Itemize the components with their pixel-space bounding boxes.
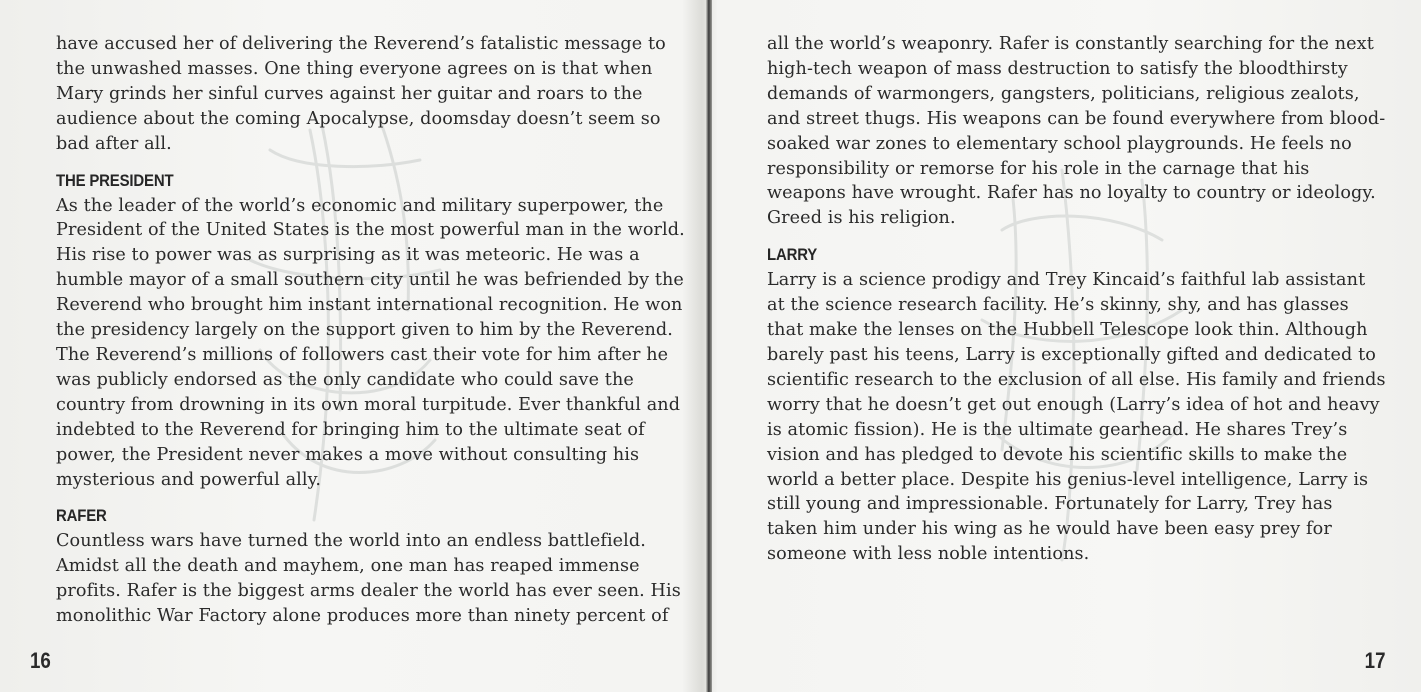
right-intro-paragraph: all the world’s weaponry. Rafer is constantly searching for the next high-tech weapon of mass destruction to satisfy the bloodthirsty demands of warmongers, gangsters, politicians, religious zealots, and street thugs. His weapons can be found everywhere from blood-soaked war zones to elementary school playgrounds. He feels no responsibility or remorse for his role in the carnage that his weapons have wrought. Rafer has no loyalty to country or ideology. Greed is his religion. (767, 34, 1386, 229)
page-number-left: 16 (30, 648, 51, 673)
section-text-larry: Larry is a science prodigy and Trey Kincaid’s faithful lab assistant at the science research facility. He’s skinny, shy, and has glasses that make the lenses on the Hubbell Telescope look thin. Although barely past his teens, Larry is exceptionally gifted and dedicated to scientific research to the exclusion of all else. His family and friends worry that he doesn’t get out enough (Larry’s idea of hot and heavy is atomic fission). He is the ultimate gearhead. He shares Trey’s vision and has pledged to devote his scientific skills to make the world a better place. Despite his genius-level intelligence, Larry is still young and impressionable. Fortunately for Larry, Trey has taken him under his wing as he would have been easy prey for someone with less noble intentions. (767, 270, 1386, 565)
right-page-column (767, 32, 1387, 567)
left-page-column (56, 32, 696, 629)
section-heading-rafer: RAFER (56, 506, 107, 526)
right-page (712, 0, 1421, 692)
section-text-rafer: Countless wars have turned the world into an endless battlefield. Amidst all the death and mayhem, one man has reaped immense profits. Rafer is the biggest arms dealer the world has ever seen. His monolithic War Factory alone produces more than ninety percent of (56, 531, 681, 627)
left-page (0, 0, 708, 692)
section-heading-larry: LARRY (767, 245, 818, 265)
page-number-right: 17 (1364, 648, 1385, 673)
section-heading-the-president: THE PRESIDENT (56, 170, 174, 190)
left-intro-paragraph: have accused her of delivering the Reverend’s fatalistic message to the unwashed masses. One thing everyone agrees on is that when Mary grinds her sinful curves against her guitar and roars to the audience about the coming Apocalypse, doomsday doesn’t seem so bad after all. (56, 34, 666, 154)
section-text-the-president: As the leader of the world’s economic and military superpower, the President of the United States is the most powerful man in the world. His rise to power was as surprising as it was meteoric. He was a humble mayor of a small southern city until he was befriended by the Reverend who brought him instant international recognition. He won the presidency largely on the support given to him by the Reverend. The Reverend’s millions of followers cast their vote for him after he was publicly endorsed as the only candidate who could save the country from drowning in its own moral turpitude. Ever thankful and indebted to the Reverend for bringing him to the ultimate seat of power, the President never makes a move without consulting his mysterious and powerful ally. (56, 195, 685, 490)
